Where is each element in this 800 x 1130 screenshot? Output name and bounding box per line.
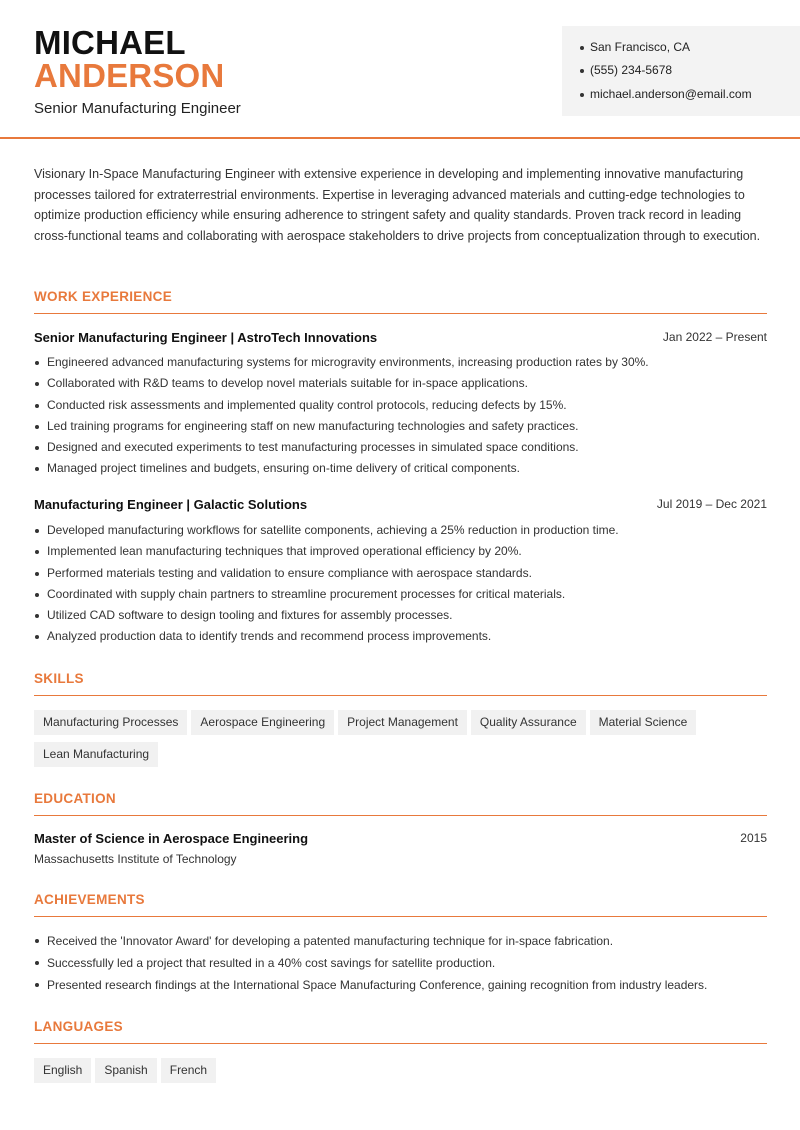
job-bullets	[34, 520, 774, 648]
job-dates: Jul 2019 – Dec 2021	[656, 497, 767, 511]
list-item: Successfully led a project that resulted in a 40% cost savings for satellite production.	[34, 952, 774, 974]
contact-email: michael.anderson@email.com	[580, 87, 752, 101]
language-chip: Spanish	[95, 1058, 156, 1083]
section-title-work: WORK EXPERIENCE	[34, 289, 767, 314]
list-item: Designed and executed experiments to test manufacturing processes in simulated space conditions.	[34, 437, 774, 458]
list-item: Managed project timelines and budgets, ensuring on-time delivery of critical components.	[34, 458, 774, 479]
list-item: Implemented lean manufacturing techniques that improved operational efficiency by 20%.	[34, 541, 774, 562]
section-title-education: EDUCATION	[34, 791, 767, 816]
section-title-achievements: ACHIEVEMENTS	[34, 892, 767, 917]
list-item: Received the 'Innovator Award' for developing a patented manufacturing technique for in-space fabrication.	[34, 930, 774, 952]
languages-list	[34, 1058, 774, 1090]
list-item: Presented research findings at the International Space Manufacturing Conference, gaining recognition from industry leaders.	[34, 974, 774, 996]
job-header	[34, 330, 767, 348]
language-chip: English	[34, 1058, 91, 1083]
list-item: Analyzed production data to identify trends and recommend process improvements.	[34, 626, 774, 647]
list-item: Engineered advanced manufacturing systems for microgravity environments, increasing production rates by 30%.	[34, 352, 774, 373]
skill-chip: Project Management	[338, 710, 467, 735]
list-item: Coordinated with supply chain partners to streamline procurement processes for critical materials.	[34, 584, 774, 605]
first-name: MICHAEL	[34, 24, 186, 61]
last-name: ANDERSON	[34, 57, 225, 94]
list-item: Led training programs for engineering staff on new manufacturing technologies and safety practices.	[34, 416, 774, 437]
summary: Visionary In-Space Manufacturing Engineer with extensive experience in developing and implementing innovative manufacturing processes tailored for extraterrestrial environments. Expertise in leveraging advanced materials and cutting-edge technologies to optimize production efficiency while ensuring adherence to stringent safety and quality standards. Proven track record in leading cross-functional teams and collaborating with aerospace stakeholders to drive projects from conceptualization through to execution.	[34, 167, 761, 243]
skill-chip: Manufacturing Processes	[34, 710, 187, 735]
skill-chip: Quality Assurance	[471, 710, 586, 735]
contact-box	[562, 26, 800, 116]
list-item: Conducted risk assessments and implemented quality control protocols, reducing defects by 15%.	[34, 395, 774, 416]
contact-phone: (555) 234-5678	[580, 63, 672, 77]
job-bullets	[34, 352, 774, 480]
list-item: Collaborated with R&D teams to develop novel materials suitable for in-space applications.	[34, 373, 774, 394]
resume-header	[0, 0, 800, 139]
list-item: Utilized CAD software to design tooling and fixtures for assembly processes.	[34, 605, 774, 626]
graduation-year: 2015	[740, 831, 767, 845]
contact-location: San Francisco, CA	[580, 40, 690, 54]
skill-chip: Material Science	[590, 710, 697, 735]
job-header	[34, 497, 767, 515]
section-title-skills: SKILLS	[34, 671, 767, 696]
achievements-list	[34, 930, 774, 996]
degree: Master of Science in Aerospace Engineering	[34, 831, 309, 846]
list-item: Developed manufacturing workflows for satellite components, achieving a 25% reduction in production time.	[34, 520, 774, 541]
language-chip: French	[161, 1058, 216, 1083]
school-name: Massachusetts Institute of Technology	[34, 852, 237, 866]
list-item: Performed materials testing and validation to ensure compliance with aerospace standards.	[34, 563, 774, 584]
job-role: Senior Manufacturing Engineer | AstroTech Innovations	[34, 330, 378, 345]
job-dates: Jan 2022 – Present	[662, 330, 767, 344]
skill-chip: Aerospace Engineering	[191, 710, 334, 735]
job-title: Senior Manufacturing Engineer	[34, 100, 241, 117]
skill-chip: Lean Manufacturing	[34, 742, 158, 767]
section-title-languages: LANGUAGES	[34, 1019, 767, 1044]
education-header	[34, 831, 767, 849]
skills-list	[34, 710, 774, 774]
job-role: Manufacturing Engineer | Galactic Solutions	[34, 497, 308, 512]
